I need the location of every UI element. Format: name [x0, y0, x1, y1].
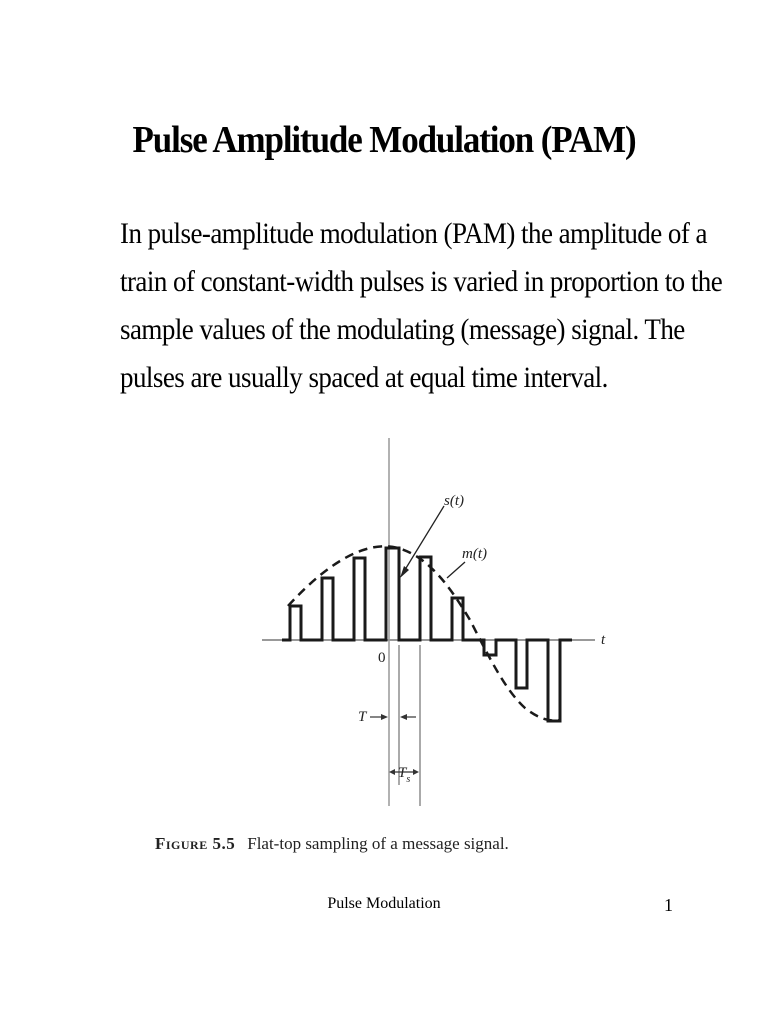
Ts-label — [398, 765, 410, 785]
Ts-label-main: T — [398, 765, 407, 781]
t-axis-label: t — [601, 632, 606, 648]
footer-title: Pulse Modulation — [327, 895, 441, 912]
body-line: In pulse-amplitude modulation (PAM) the amplitude of a — [120, 217, 707, 250]
Ts-label-subscript: s — [406, 774, 411, 785]
s-label: s(t) — [444, 493, 464, 509]
pam-pulse-train — [282, 548, 572, 721]
figure-caption-label: Figure 5.5 — [155, 834, 236, 853]
slide-title: Pulse Amplitude Modulation (PAM) — [132, 119, 636, 161]
T-arrowhead-left — [381, 714, 388, 720]
T-label: T — [358, 709, 367, 725]
figure-caption-text: Flat-top sampling of a message signal. — [247, 834, 509, 853]
body-line: sample values of the modulating (message) signal. The — [120, 313, 685, 346]
page-number: 1 — [664, 895, 673, 915]
origin-label: 0 — [378, 650, 386, 666]
s-pointer — [403, 506, 444, 573]
body-line: pulses are usually spaced at equal time interval. — [120, 361, 608, 394]
s-pointer-arrowhead — [400, 566, 409, 578]
Ts-arrowhead-right — [413, 769, 419, 775]
m-label: m(t) — [462, 546, 487, 562]
m-pointer — [447, 562, 465, 578]
message-signal-curve — [288, 546, 560, 720]
T-arrowhead-right — [400, 714, 407, 720]
figure-caption — [155, 834, 509, 854]
body-line: train of constant-width pulses is varied in proportion to the — [120, 265, 723, 298]
Ts-arrowhead-left — [389, 769, 395, 775]
